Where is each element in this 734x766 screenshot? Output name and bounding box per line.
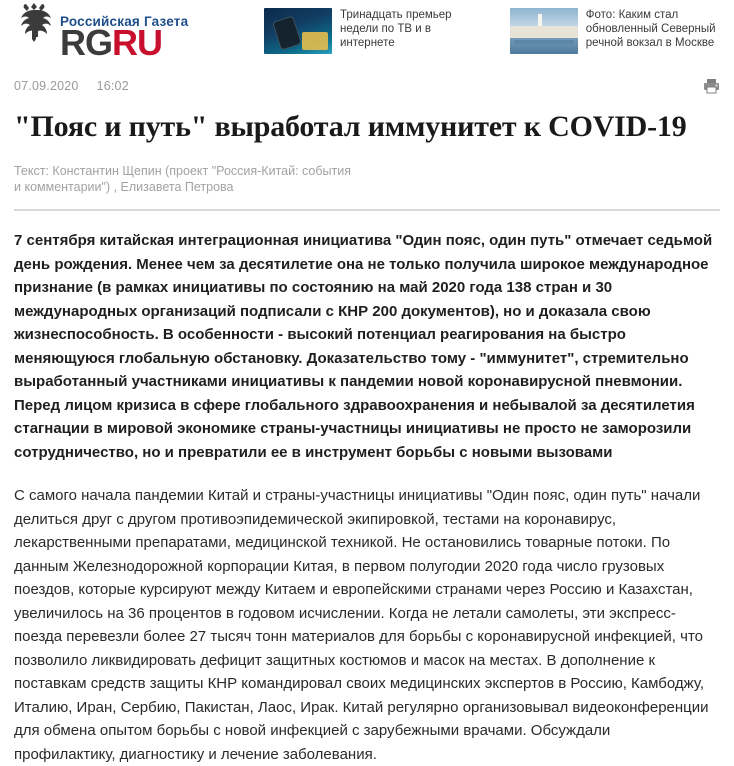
tv-remote-photo-icon[interactable]: [264, 8, 332, 54]
brand-wordmark[interactable]: [60, 22, 230, 63]
promo-item-1[interactable]: [264, 8, 482, 54]
page-title: "Пояс и путь" выработал иммунитет к COVID-19: [14, 110, 687, 143]
promo-item-2-label: Фото: Каким стал обновленный Северный речной вокзал в Москве: [585, 9, 716, 49]
article-meta: [0, 60, 734, 94]
site-logo[interactable]: [14, 8, 230, 63]
brand-kicker: Российская Газета: [60, 13, 189, 29]
article-lead-paragraph: 7 сентября китайская интеграционная инициатива "Один пояс, один путь" отмечает седьмой день рождения. Менее чем за десятилетие она не только получила широкое международное признание (в рамках инициативы по состоянию на май 2020 года 138 стран и 30 международных организаций подписали с КНР 200 документов), но и доказала свою жизнеспособность. В особенности - высокий потенциал реагирования на быстро меняющуюся глобальную обстановку. Доказательство тому - "иммунитет", стремительно выработанный участниками инициативы к пандемии новой коронавирусной пневмонии. Перед лицом кризиса в сфере глобального здравоохранения и небывалой за десятилетия стагнации в мировой экономике страны-участницы инициативы не просто не заморозили сотрудничество, но и превратили ее в инструмент борьбы с новыми вызовами: [14, 232, 713, 461]
article-body: [14, 229, 714, 766]
river-terminal-photo-icon[interactable]: [510, 8, 578, 54]
article-paragraph-1: С самого начала пандемии Китай и страны-участницы инициативы "Один пояс, один путь" начали делиться друг с другом противоэпидемической экипировкой, тестами на коронавирус, лекарственными препаратами, медицинской техникой. Не остановились товарные потоки. По данным Железнодорожной корпорации Китая, в первом полугодии 2020 года число грузовых поездов, которые курсируют между Китаем и европейскими странами через Россию и Казахстан, увеличилось на 36 процентов в годовом исчислении. Когда не летали самолеты, эти экспресс-поезда перевезли более 27 тысяч тонн материалов для борьбы с коронавирусной инфекцией, что позволило ликвидировать дефицит защитных костюмов и масок на местах. В дополнение к поставкам средств защиты КНР командировал своих медицинских экспертов в Россию, Камбоджу, Италию, Иран, Сербию, Пакистан, Лаос, Ирак. Китай регулярно организовывал видеоконференции для обмена опытом борьбы с новой инфекцией с зарубежными врачами. Обсуждали профилактику, диагностику и лечение заболевания.: [14, 487, 709, 763]
printer-icon[interactable]: [703, 78, 720, 94]
title-divider: [14, 209, 720, 211]
promo-item-1-label: Тринадцать премьер недели по ТВ и в интернете: [340, 9, 452, 49]
promo-item-2[interactable]: [510, 8, 720, 54]
publish-date: 07.09.2020: [14, 79, 79, 93]
article-byline: Текст: Константин Щепин (проект "Россия-Китай: события и комментарии") , Елизавета Петрова: [14, 164, 351, 194]
site-header: [0, 0, 734, 63]
brand-wordmark-rg: RG: [60, 22, 112, 63]
brand-wordmark-ru: RU: [112, 22, 162, 63]
double-headed-eagle-icon: [14, 0, 54, 43]
publish-time: 16:02: [96, 79, 129, 93]
